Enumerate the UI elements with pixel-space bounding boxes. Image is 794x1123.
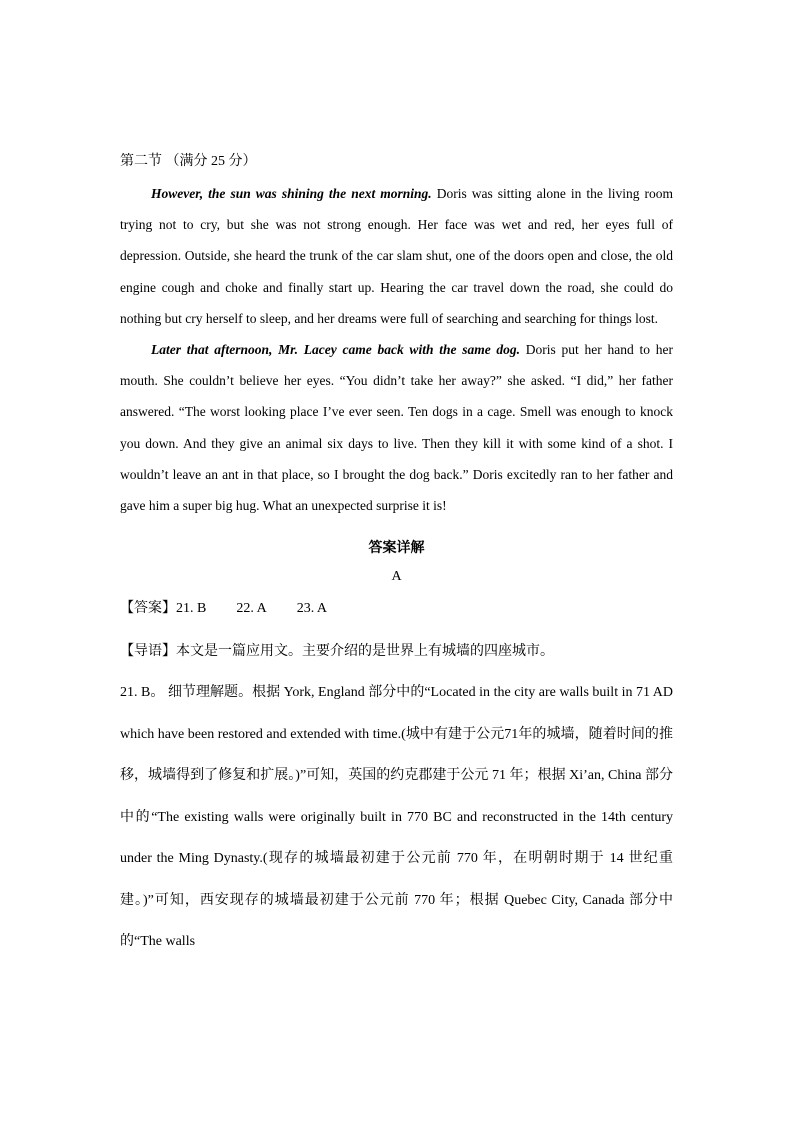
analysis-paragraph: 21. B。 细节理解题。根据 York, England 部分中的“Located in the city are walls built in 71 AD which have been restored and extended with time.(城中有建于公元71年的城墙，随着时间的推移，城墙得到了修复和扩展。)”可知，英国的约克郡建于公元 71 年；根据 Xi’an, China 部分中的“The existing walls were originally built in 770 BC and reconstructed in the 14th century under the Ming Dynasty.(现存的城墙最初建于公元前 770 年，在明朝时期于 14 世纪重建。)”可知，西安现存的城墙最初建于公元前 770 年；根据 Quebec City, Canada 部分中的“The walls: [120, 685, 673, 950]
paragraph-1-body: Doris was sitting alone in the living room trying not to cry, but she was not strong enough. Her face was wet and red, her eyes full of depression. Outside, she heard the trunk of the car slam shut, one of the doors open and close, the old engine cough and choke and finally start up. Hearing the car travel down the road, she could do nothing but cry herself to sleep, and her dreams were full of searching and searching for things lost.: [120, 186, 674, 326]
intro-text: 本文是一篇应用文。主要介绍的是世界上有城墙的四座城市。: [176, 643, 554, 660]
paragraph-2-lead-sentence: Later that afternoon, Mr. Lacey came back with the same dog.: [151, 342, 521, 358]
passage-paragraph-1: [120, 178, 673, 334]
document-page: [120, 148, 673, 963]
intro-line: [120, 640, 673, 662]
answer-section-title: 答案详解: [368, 540, 425, 557]
section-heading: 第二节 （满分 25 分）: [120, 154, 257, 169]
answer-item: 22. A: [236, 601, 267, 617]
answer-item: 21. B: [176, 601, 207, 617]
passage-letter: A: [391, 569, 402, 585]
passage-paragraph-2: [120, 334, 673, 521]
answer-key-line: [120, 597, 673, 620]
answer-label: 【答案】: [120, 600, 176, 617]
paragraph-1-lead-sentence: However, the sun was shining the next morning.: [151, 186, 432, 201]
answer-item: 23. A: [296, 601, 328, 617]
intro-label: 【导语】: [120, 643, 176, 660]
paragraph-2-body: Doris put her hand to her mouth. She couldn’t believe her eyes. “You didn’t take her away?” she asked. “I did,” her father answered. “The worst looking place I’ve ever seen. Ten dogs in a cage. Smell was enough to knock you down. And they give an animal six days to live. Then they kill it with some kind of a shot. I wouldn’t leave an ant in that place, so I brought the dog back.” Doris excitedly ran to her father and gave him a super big hug. What an unexpected surprise it is!: [120, 342, 674, 514]
